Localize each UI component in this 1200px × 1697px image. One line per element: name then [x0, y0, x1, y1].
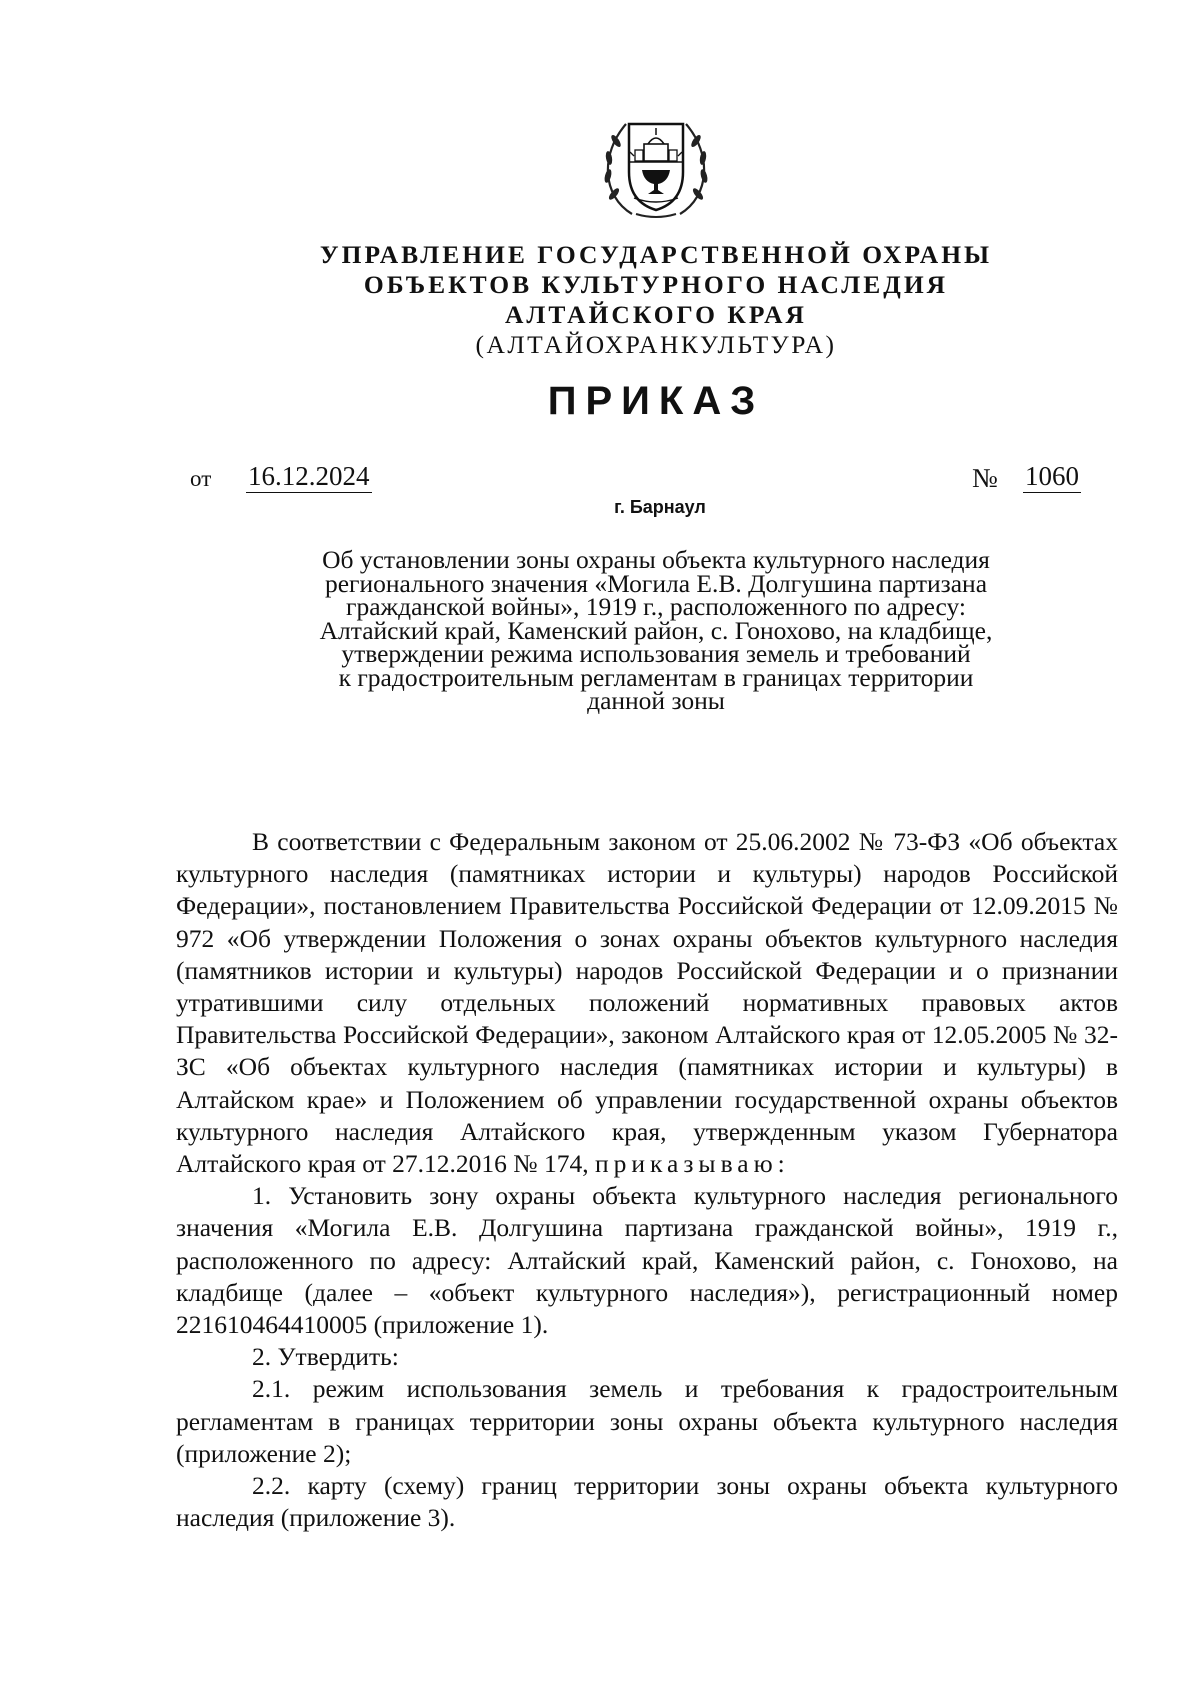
organization-name-line: АЛТАЙСКОГО КРАЯ: [505, 300, 807, 329]
document-body: [176, 826, 1118, 1534]
subject-line: Алтайский край, Каменский район, с. Гонохово, на кладбище,: [319, 615, 993, 645]
document-subject: [230, 545, 1082, 715]
preamble-paragraph: [176, 826, 1118, 1180]
subject-line: Об установлении зоны охраны объекта культурного наследия: [322, 545, 990, 574]
subject-line: гражданской войны», 1919 г., расположенного по адресу:: [345, 592, 967, 621]
subject-line: утверждении режима использования земель и требований: [341, 639, 971, 668]
date-label: от: [190, 466, 212, 491]
preamble-text: В соответствии с Федеральным законом от 25.06.2002 № 73-ФЗ «Об объектах культурного наследия (памятниках истории и культуры) народов Российской Федерации», постановлением Правительства Российской Федерации от 12.09.2015 № 972 «Об утверждении Положения о зонах охраны объектов культурного наследия (памятников истории и культуры) народов Российской Федерации и о признании утратившими силу отдельных положений нормативных правовых актов Правительства Российской Федерации», законом Алтайского края от 12.05.2005 № 32-ЗС «Об объектах культурного наследия (памятниках истории и культуры) в Алтайском крае» и Положением об управлении государственной охраны объектов культурного наследия Алтайского края, утвержденным указом Губернатора Алтайского края от 27.12.2016 № 174,: [176, 827, 1118, 1179]
organization-name-line: УПРАВЛЕНИЕ ГОСУДАРСТВЕННОЙ ОХРАНЫ: [319, 240, 993, 269]
number-label: №: [972, 463, 998, 493]
order-item-2: 2. Утвердить:: [252, 1342, 399, 1372]
organization-name-line: ОБЪЕКТОВ КУЛЬТУРНОГО НАСЛЕДИЯ: [363, 270, 949, 299]
order-item-1: 1. Установить зону охраны объекта культурного наследия регионального значения «Могила Е.В. Долгушина партизана гражданской войны», 1919 г., расположенного по адресу: Алтайский край, Каменский район, с. Гонохово, на кладбище (далее – «объект культурного наследия»), регистрационный номер 221610464410005 (приложение 1).: [176, 1181, 1118, 1340]
document-type-title: ПРИКАЗ: [547, 379, 765, 423]
order-item-2-2: 2.2. карту (схему) границ территории зоны охраны объекта культурного наследия (приложение 3).: [176, 1471, 1118, 1533]
organization-name: [200, 240, 1112, 360]
city-name: г. Барнаул: [614, 497, 706, 517]
organization-short-name: (АЛТАЙОХРАНКУЛЬТУРА): [475, 330, 837, 359]
subject-line: регионального значения «Могила Е.В. Долгушина партизана: [324, 568, 988, 598]
coat-of-arms-emblem: [596, 110, 716, 222]
order-word: приказываю:: [595, 1149, 790, 1179]
document-number: 1060: [1025, 461, 1079, 491]
subject-line: данной зоны: [587, 686, 725, 715]
document-date: 16.12.2024: [248, 461, 370, 491]
order-item-2-1: 2.1. режим использования земель и требования к градостроительным регламентам в границах территории зоны охраны объекта культурного наследия (приложение 2);: [176, 1374, 1118, 1468]
subject-line: к градостроительным регламентам в границах территории: [338, 662, 974, 692]
